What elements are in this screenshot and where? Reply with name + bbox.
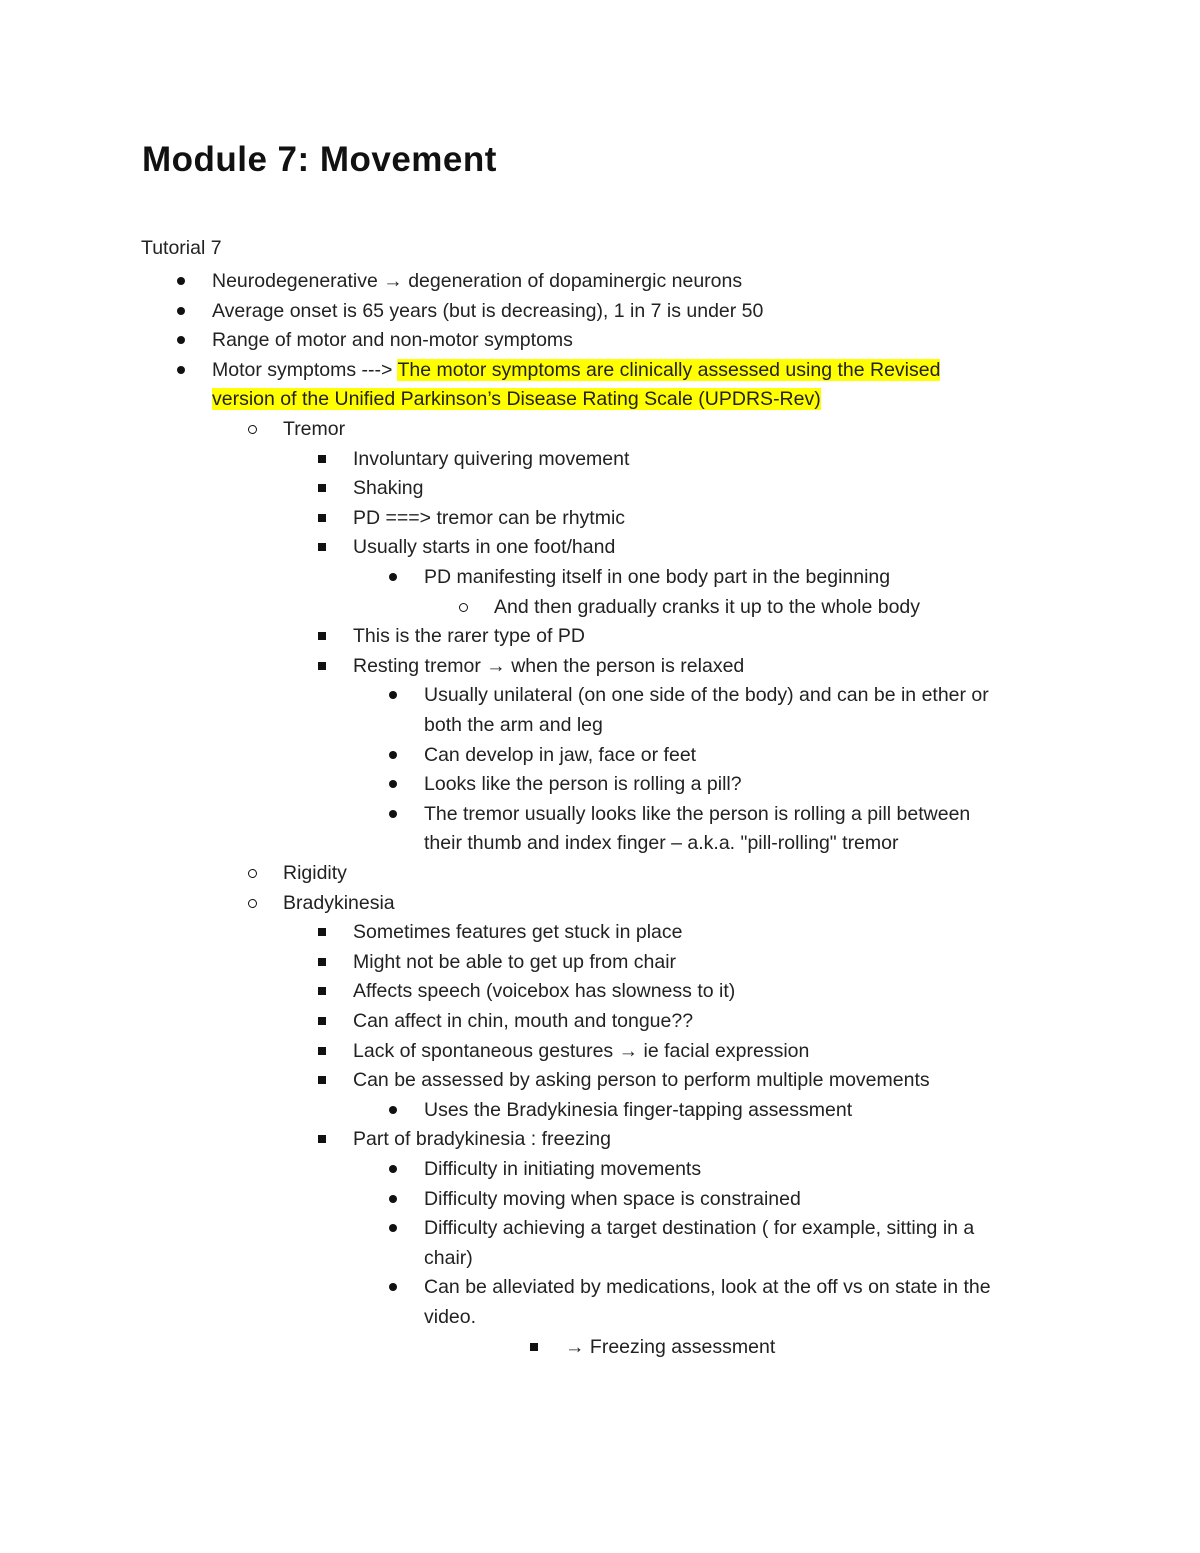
list-item-text: Affects speech (voicebox has slowness to it)	[353, 980, 736, 1003]
list-item-text: Can affect in chin, mouth and tongue??	[353, 1010, 694, 1032]
list-item	[353, 1126, 611, 1152]
list-item-text: And then gradually cranks it up to the whole body	[494, 595, 921, 618]
list-item-text: Rigidity	[283, 862, 347, 884]
bullet-square-icon	[318, 514, 326, 522]
page-title	[142, 140, 497, 180]
list-item-text: → Freezing assessment	[565, 1335, 776, 1358]
bullet-square-icon	[318, 662, 326, 670]
list-item	[283, 860, 347, 886]
list-item-text: Can develop in jaw, face or feet	[424, 743, 697, 766]
list-item	[353, 1008, 693, 1034]
list-item-text: Lack of spontaneous gestures → ie facial expression	[353, 1039, 810, 1062]
bullet-disc-icon	[177, 366, 185, 374]
bullet-disc-icon	[177, 307, 185, 315]
list-item-text: The tremor usually looks like the person is rolling a pill between	[424, 802, 971, 825]
list-item	[424, 1274, 991, 1300]
list-item-text: Resting tremor → when the person is relaxed	[353, 654, 745, 677]
list-item	[494, 594, 920, 620]
list-item	[424, 801, 970, 827]
list-item	[353, 653, 744, 679]
list-item-text: Can be assessed by asking person to perform multiple movements	[353, 1069, 930, 1092]
list-item-text: Difficulty moving when space is constrained	[424, 1187, 801, 1210]
list-item	[353, 475, 423, 501]
bullet-disc-icon	[389, 810, 397, 818]
list-item-text: video.	[424, 1306, 477, 1328]
list-item	[212, 386, 821, 412]
bullet-disc-icon	[389, 1195, 397, 1203]
list-item-text: PD manifesting itself in one body part in the beginning	[424, 566, 891, 588]
list-item	[212, 268, 742, 294]
list-item-text: Part of bradykinesia : freezing	[353, 1128, 611, 1151]
bullet-square-icon	[318, 484, 326, 492]
list-item	[283, 890, 395, 916]
bullet-disc-icon	[389, 1224, 397, 1232]
list-item-text: Usually unilateral (on one side of the body) and can be in ether or	[424, 684, 989, 707]
list-item-text: Uses the Bradykinesia finger-tapping assessment	[424, 1098, 853, 1121]
list-item	[353, 505, 625, 531]
list-item	[424, 830, 898, 856]
list-item	[353, 534, 615, 560]
list-item	[353, 446, 629, 472]
bullet-disc-icon	[389, 751, 397, 759]
highlighted-text: version of the Unified Parkinson’s Disease Rating Scale (UPDRS-Rev)	[212, 388, 821, 411]
bullet-circle-icon	[248, 899, 257, 908]
bullet-disc-icon	[389, 1283, 397, 1291]
list-item-text: Can be alleviated by medications, look at the off vs on state in the	[424, 1276, 991, 1299]
list-item-text: both the arm and leg	[424, 714, 603, 736]
list-item-text: Difficulty achieving a target destination ( for example, sitting in a	[424, 1217, 975, 1240]
list-item	[212, 357, 940, 383]
list-item	[424, 1186, 801, 1212]
list-item	[424, 1156, 701, 1182]
list-item-text: Shaking	[353, 477, 424, 500]
list-item-text: Looks like the person is rolling a pill?	[424, 773, 742, 796]
bullet-square-icon	[318, 543, 326, 551]
bullet-square-icon	[318, 958, 326, 966]
list-item	[353, 919, 683, 945]
bullet-disc-icon	[389, 691, 397, 699]
list-item	[212, 298, 763, 324]
bullet-circle-icon	[459, 603, 468, 612]
bullet-square-icon	[318, 632, 326, 640]
bullet-circle-icon	[248, 869, 257, 878]
bullet-square-icon	[318, 1076, 326, 1084]
list-item-text: Range of motor and non-motor symptoms	[212, 329, 573, 352]
list-item	[424, 1245, 473, 1271]
list-item	[212, 327, 573, 353]
list-item-text: Involuntary quivering movement	[353, 447, 630, 470]
list-item-text: their thumb and index finger – a.k.a. "pill-rolling" tremor	[424, 832, 899, 855]
list-item-text: Usually starts in one foot/hand	[353, 536, 616, 559]
bullet-disc-icon	[389, 1165, 397, 1173]
list-item	[424, 564, 890, 590]
list-item	[424, 682, 989, 708]
list-item	[283, 416, 345, 442]
page-title-part-1: Module	[142, 140, 268, 179]
list-item-text: Motor symptoms --->	[212, 358, 398, 381]
bullet-disc-icon	[389, 780, 397, 788]
list-item	[424, 712, 603, 738]
list-item-text: Average onset is 65 years (but is decreasing), 1 in 7 is under 50	[212, 299, 764, 322]
bullet-disc-icon	[177, 277, 185, 285]
list-item	[424, 742, 696, 768]
list-item-text: Bradykinesia	[283, 891, 395, 914]
list-item	[424, 771, 742, 797]
bullet-circle-icon	[248, 425, 257, 434]
list-item-text: Neurodegenerative → degeneration of dopaminergic neurons	[212, 270, 743, 292]
list-item	[424, 1097, 852, 1123]
list-item	[353, 1038, 809, 1064]
bullet-square-icon	[318, 1047, 326, 1055]
list-item-text: Sometimes features get stuck in place	[353, 921, 683, 944]
bullet-square-icon	[318, 987, 326, 995]
page-title-part-2: 7: Movement	[277, 140, 497, 179]
bullet-disc-icon	[177, 336, 185, 344]
list-item-text: chair)	[424, 1246, 473, 1269]
bullet-disc-icon	[389, 573, 397, 581]
bullet-disc-icon	[389, 1106, 397, 1114]
list-item	[424, 1304, 476, 1330]
list-item-text: This is the rarer type of PD	[353, 625, 585, 648]
list-item	[353, 1067, 930, 1093]
list-item-text: Tremor	[283, 418, 346, 440]
list-item-text: Difficulty in initiating movements	[424, 1158, 702, 1180]
list-item	[565, 1334, 775, 1360]
list-item	[353, 623, 585, 649]
list-item	[353, 978, 735, 1004]
list-item-text: PD ===> tremor can be rhytmic	[353, 506, 626, 529]
highlighted-text: The motor symptoms are clinically assessed using the Revised	[397, 358, 941, 381]
list-item	[424, 1215, 974, 1241]
bullet-square-icon	[318, 1135, 326, 1143]
list-item	[353, 949, 676, 975]
bullet-square-icon	[318, 928, 326, 936]
bullet-square-icon	[318, 455, 326, 463]
bullet-square-icon	[530, 1343, 538, 1351]
section-heading: Tutorial 7	[141, 237, 222, 259]
list-item-text: Might not be able to get up from chair	[353, 950, 677, 973]
bullet-square-icon	[318, 1017, 326, 1025]
